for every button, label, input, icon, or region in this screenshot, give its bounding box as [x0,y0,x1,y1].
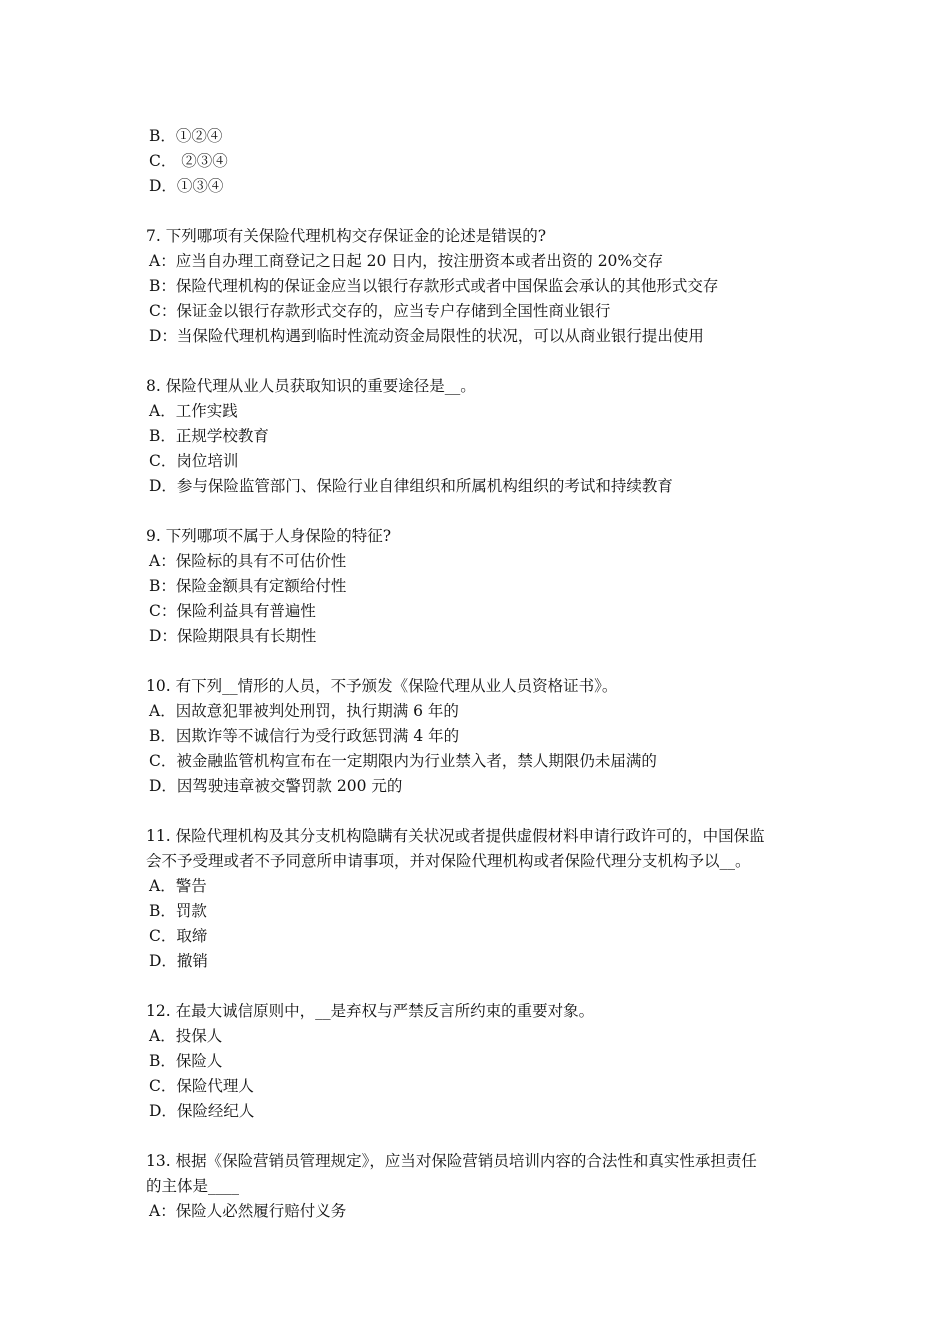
option-line: D．①③④ [149,177,224,195]
option-line: A．因故意犯罪被判处刑罚，执行期满 6 年的 [149,702,459,720]
option-line: A：应当自办理工商登记之日起 20 日内，按注册资本或者出资的 20%交存 [149,252,664,270]
option-line: B：保险金额具有定额给付性 [149,577,347,595]
question-text: 12. 在最大诚信原则中，__是弃权与严禁反言所约束的重要对象。 [146,1002,595,1020]
option-line: C．岗位培训 [149,452,239,470]
option-line: D：保险期限具有长期性 [149,627,317,645]
question-text: 10. 有下列__情形的人员，不予颁发《保险代理从业人员资格证书》。 [146,677,618,695]
option-line: B．保险人 [149,1052,223,1070]
question-list [146,124,826,1224]
question-7 [146,224,826,349]
option-line: B．因欺诈等不诚信行为受行政惩罚满 4 年的 [149,727,460,745]
option-line: A．警告 [149,877,207,895]
option-line: C：保险利益具有普遍性 [149,602,316,620]
option-line: D：当保险代理机构遇到临时性流动资金局限性的状况，可以从商业银行提出使用 [149,327,704,345]
option-line: D．撤销 [149,952,208,970]
option-line: B．正规学校教育 [149,427,269,445]
option-line: A．投保人 [149,1027,223,1045]
option-line: A：保险标的具有不可估价性 [149,552,347,570]
question-10 [146,674,826,799]
option-line: B．罚款 [149,902,207,920]
option-line: C． ②③④ [149,152,228,170]
option-line: C．被金融监管机构宣布在一定期限内为行业禁入者，禁人期限仍未届满的 [149,752,657,770]
option-line: A：保险人必然履行赔付义务 [149,1202,347,1220]
option-line: A．工作实践 [149,402,238,420]
question-text: 13. 根据《保险营销员管理规定》，应当对保险营销员培训内容的合法性和真实性承担责任 [146,1152,757,1170]
question-12 [146,999,826,1124]
question-13 [146,1149,826,1224]
option-line: B：保险代理机构的保证金应当以银行存款形式或者中国保监会承认的其他形式交存 [149,277,719,295]
option-line: D．因驾驶违章被交警罚款 200 元的 [149,777,403,795]
previous-question-options [146,124,826,199]
question-11 [146,824,826,974]
question-text: 9. 下列哪项不属于人身保险的特征? [146,527,392,545]
question-text: 的主体是____ [146,1177,240,1195]
option-line: C．取缔 [149,927,208,945]
question-text: 11. 保险代理机构及其分支机构隐瞒有关状况或者提供虚假材料申请行政许可的，中国保监 [146,827,765,845]
question-text: 8. 保险代理从业人员获取知识的重要途径是__。 [146,377,476,395]
option-line: C：保证金以银行存款形式交存的，应当专户存储到全国性商业银行 [149,302,611,320]
option-line: C．保险代理人 [149,1077,254,1095]
option-line: B．①②④ [149,127,223,145]
question-text: 会不予受理或者不予同意所申请事项，并对保险代理机构或者保险代理分支机构予以__。 [146,852,751,870]
option-line: D．参与保险监管部门、保险行业自律组织和所属机构组织的考试和持续教育 [149,477,673,495]
question-9 [146,524,826,649]
question-text: 7. 下列哪项有关保险代理机构交存保证金的论述是错误的? [146,227,547,245]
option-line: D．保险经纪人 [149,1102,255,1120]
question-8 [146,374,826,499]
